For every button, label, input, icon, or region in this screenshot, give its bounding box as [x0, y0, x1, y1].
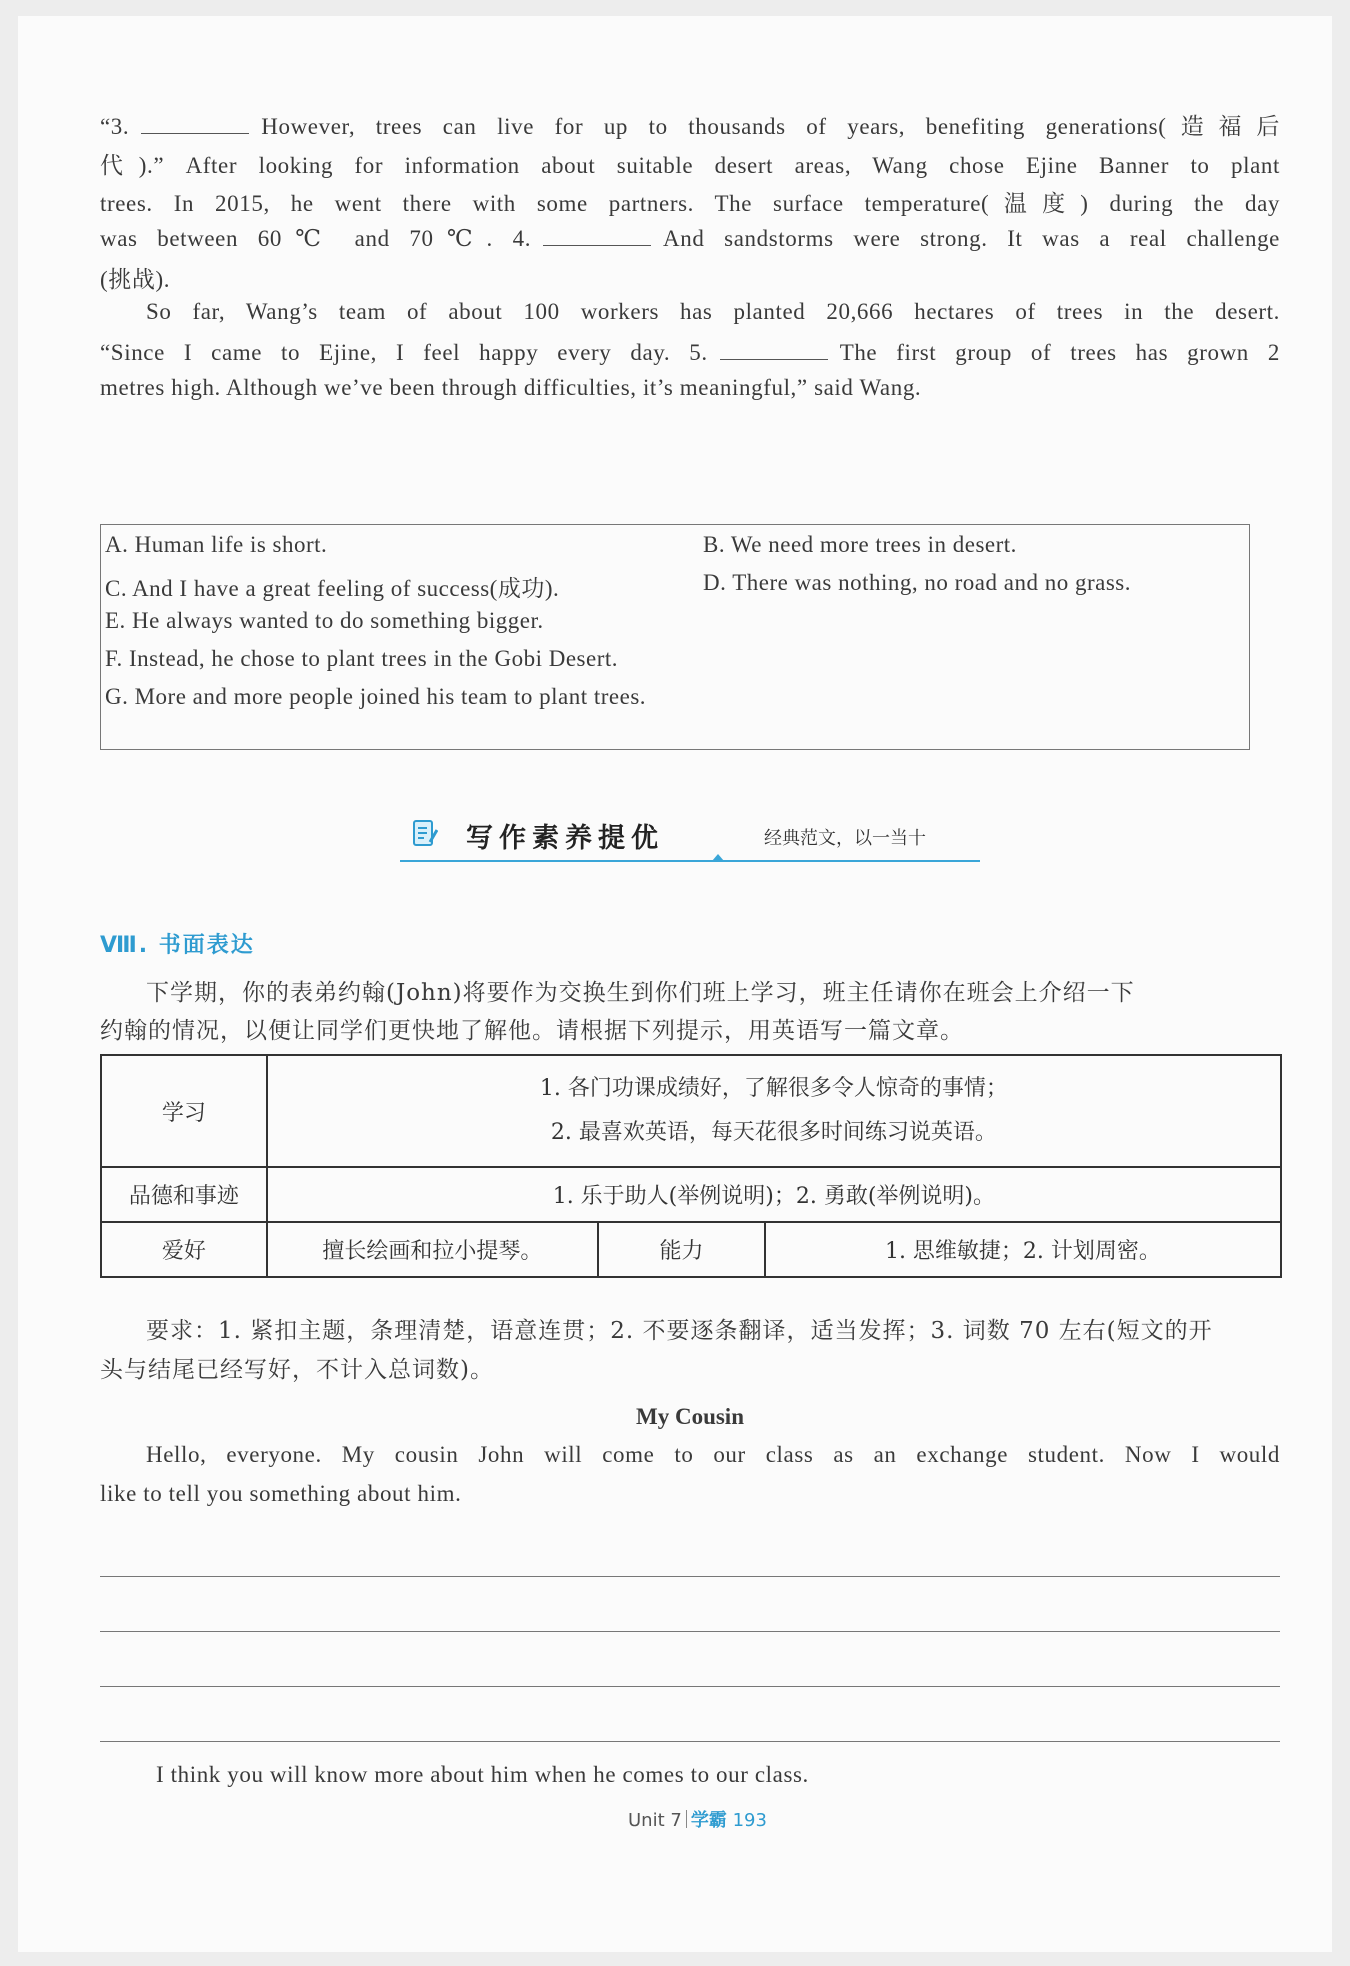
table-row — [101, 1222, 1281, 1277]
pencil-note-icon — [412, 818, 438, 848]
page-number: 193 — [732, 1810, 767, 1831]
writing-line[interactable] — [100, 1686, 1280, 1687]
study-item-1: 1. 各门功课成绩好，了解很多令人惊奇的事情； — [539, 1076, 1008, 1101]
essay-closing: I think you will know more about him when he comes to our class. — [156, 1762, 809, 1787]
requirements-line-2: 头与结尾已经写好，不计入总词数)。 — [100, 1357, 494, 1383]
banner-subtitle: 经典范文，以一当十 — [764, 828, 926, 849]
banner-marker — [712, 854, 724, 861]
passage-line-4: was between 60℃ and 70℃. 4. And sandstorms were strong. It was a real challenge — [100, 223, 1280, 252]
hobby-label: 爱好 — [101, 1222, 267, 1277]
study-label: 学习 — [101, 1055, 267, 1167]
footer-unit: Unit 7 — [628, 1810, 682, 1831]
page-footer — [628, 1806, 767, 1832]
footer-brand: 学霸 — [690, 1810, 727, 1831]
essay-title: My Cousin — [636, 1404, 744, 1429]
writing-prompt-line-2: 约翰的情况，以便让同学们更快地了解他。请根据下列提示，用英语写一篇文章。 — [100, 1018, 964, 1044]
option-b: B. We need more trees in desert. — [703, 532, 1017, 557]
writing-line[interactable] — [100, 1741, 1280, 1742]
option-e: E. He always wanted to do something bigger. — [105, 608, 544, 633]
passage-line-7: “Since I came to Ejine, I feel happy every day. 5. The first group of trees has grown 2 — [100, 337, 1280, 366]
banner-title: 写作素养提优 — [466, 823, 664, 854]
essay-opening-line-1: Hello, everyone. My cousin John will come to our class as an exchange student. Now I would — [146, 1442, 1280, 1467]
table-row — [101, 1167, 1281, 1222]
answer-blank-5[interactable] — [720, 337, 828, 360]
passage-line-8: metres high. Although we’ve been through difficulties, it’s meaningful,” said Wang. — [100, 375, 922, 400]
option-a: A. Human life is short. — [105, 532, 328, 557]
passage-line-5: (挑战). — [100, 267, 171, 292]
study-cell — [267, 1055, 1281, 1167]
requirements-line-1: 要求：1. 紧扣主题，条理清楚，语意连贯；2. 不要逐条翻译，适当发挥；3. 词数 70 左右(短文的开 — [146, 1318, 1213, 1344]
options-box — [100, 524, 1250, 750]
banner-underline — [400, 860, 980, 862]
morals-label: 品德和事迹 — [101, 1167, 267, 1222]
answer-blank-3[interactable] — [141, 111, 249, 134]
section-banner — [400, 810, 980, 862]
writing-line[interactable] — [100, 1631, 1280, 1632]
study-item-2: 2. 最喜欢英语，每天花很多时间练习说英语。 — [550, 1120, 997, 1145]
ability-label: 能力 — [598, 1222, 765, 1277]
answer-blank-4[interactable] — [543, 223, 651, 246]
table-row — [101, 1055, 1281, 1167]
option-g: G. More and more people joined his team to plant trees. — [105, 684, 647, 709]
hints-table — [100, 1054, 1282, 1278]
essay-opening-line-2: like to tell you something about him. — [100, 1481, 462, 1506]
writing-line[interactable] — [100, 1576, 1280, 1577]
option-d: D. There was nothing, no road and no grass. — [703, 570, 1131, 595]
option-f: F. Instead, he chose to plant trees in the Gobi Desert. — [105, 646, 619, 671]
hobby-value: 擅长绘画和拉小提琴。 — [267, 1222, 598, 1277]
workbook-page — [18, 16, 1332, 1952]
passage-line-6: So far, Wang’s team of about 100 workers has planted 20,666 hectares of trees in the desert. — [146, 299, 1280, 324]
section-heading: Ⅷ. 书面表达 — [100, 933, 255, 958]
ability-value: 1. 思维敏捷；2. 计划周密。 — [765, 1222, 1281, 1277]
passage-line-2: 代).” After looking for information about suitable desert areas, Wang chose Ejine Banner to plant — [100, 153, 1280, 178]
morals-value: 1. 乐于助人(举例说明)；2. 勇敢(举例说明)。 — [267, 1167, 1281, 1222]
footer-divider — [686, 1810, 687, 1828]
passage-line-3: trees. In 2015, he went there with some partners. The surface temperature(温度) during the day — [100, 191, 1280, 216]
option-c: C. And I have a great feeling of success(成功). — [105, 576, 560, 601]
passage-line-1: “3. However, trees can live for up to thousands of years, benefiting generations(造福后 — [100, 108, 1280, 141]
writing-prompt-line-1: 下学期，你的表弟约翰(John)将要作为交换生到你们班上学习，班主任请你在班会上介绍一下 — [146, 980, 1135, 1006]
